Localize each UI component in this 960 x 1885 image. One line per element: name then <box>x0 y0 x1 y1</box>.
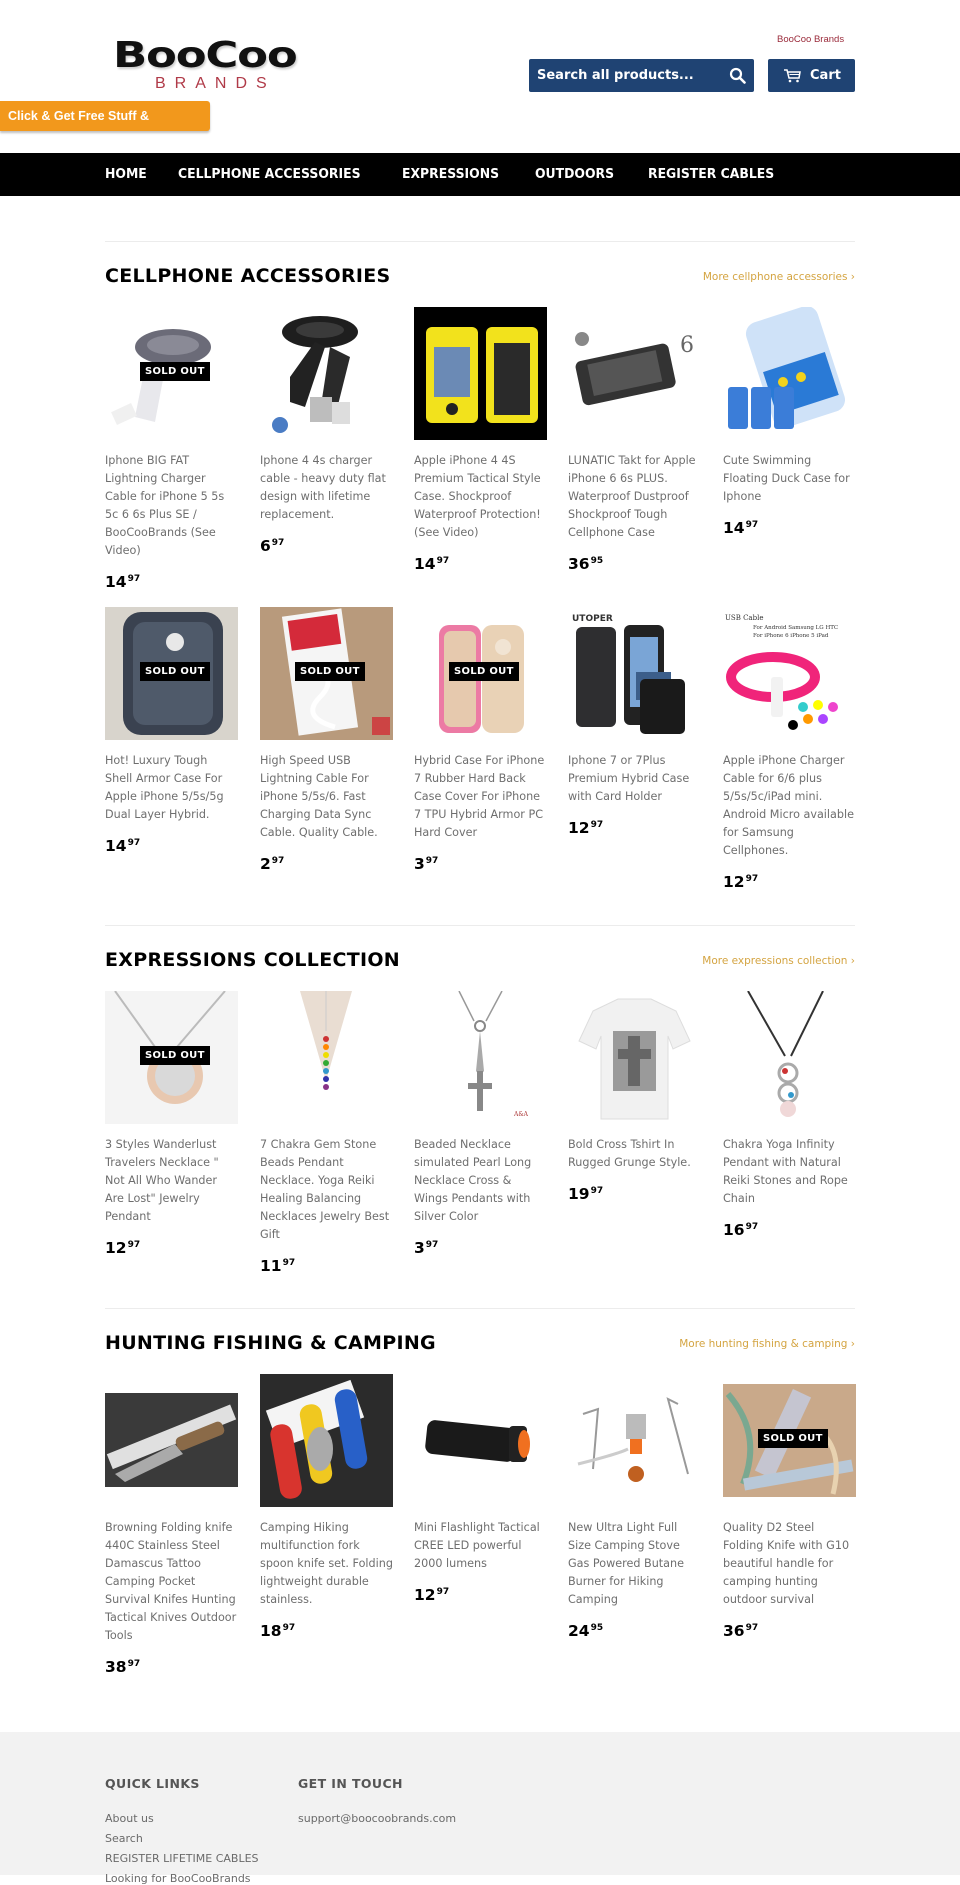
product-image <box>260 307 393 440</box>
logo[interactable] <box>113 35 328 92</box>
product-price: $14^{97}$ <box>414 555 450 573</box>
get-in-touch-heading: GET IN TOUCH <box>298 1776 403 1791</box>
product-price: $6^{97}$ <box>260 537 285 555</box>
product-price: $19^{97}$ <box>568 1185 604 1203</box>
nav-item-expressions[interactable]: EXPRESSIONS <box>402 166 500 182</box>
product-image <box>723 991 856 1124</box>
product-image <box>105 607 238 740</box>
nav-item-home[interactable]: HOME <box>105 166 147 182</box>
brand-link[interactable]: BooCoo Brands <box>777 34 845 45</box>
section-title-cellphone: CELLPHONE ACCESSORIES <box>105 265 391 287</box>
product-image <box>568 607 701 740</box>
product-price: $14^{97}$ <box>105 837 141 855</box>
section-divider <box>105 1308 855 1309</box>
svg-text:For iPhone 6 iPhone 5 iPad: For iPhone 6 iPhone 5 iPad <box>753 633 829 639</box>
product-title: Iphone BIG FAT Lightning Charger Cable for iPhone 5 5s 5c 6 6s Plus SE / BooCooBrands (See Video) <box>105 454 225 557</box>
product-price: $18^{97}$ <box>260 1622 296 1640</box>
cart-button[interactable] <box>768 59 855 92</box>
product-image <box>723 607 856 740</box>
product-card[interactable] <box>723 307 856 537</box>
product-title: LUNATIC Takt for Apple iPhone 6 6s PLUS. Waterproof Dustproof Shockproof Tough Cellphone Case <box>568 454 696 539</box>
section-title-expressions: EXPRESSIONS COLLECTION <box>105 949 401 971</box>
nav-item-outdoors[interactable]: OUTDOORS <box>535 166 615 182</box>
product-title: Browning Folding knife 440C Stainless Steel Damascus Tattoo Camping Pocket Survival Knifes Hunting Tactical Knives Outdoor Tools <box>105 1521 237 1642</box>
product-card[interactable] <box>260 607 393 873</box>
product-image <box>414 1374 547 1507</box>
product-title: New Ultra Light Full Size Camping Stove Gas Powered Butane Burner for Hiking Camping <box>568 1521 685 1606</box>
product-title: Hot! Luxury Tough Shell Armor Case For Apple iPhone 5/5s/5g Dual Layer Hybrid. <box>105 754 224 821</box>
product-title: Apple iPhone Charger Cable for 6/6 plus 5/5s/5c/iPad mini. Android Micro available for Samsung Cellphones. <box>723 754 854 857</box>
product-image <box>260 1374 393 1507</box>
cart-icon <box>784 69 801 83</box>
sold-out-badge: SOLD OUT <box>758 1429 828 1448</box>
nav-item-register-cables[interactable]: REGISTER CABLES <box>648 166 775 182</box>
more-hunting-link[interactable]: More hunting fishing & camping › <box>679 1338 855 1350</box>
product-price: $2^{97}$ <box>260 855 285 873</box>
product-image <box>260 991 393 1124</box>
product-image <box>568 991 701 1124</box>
product-price: $36^{95}$ <box>568 555 604 573</box>
product-price: $3^{97}$ <box>414 1239 439 1257</box>
search-icon[interactable] <box>729 67 746 84</box>
product-card[interactable] <box>414 307 547 573</box>
product-card[interactable] <box>723 1374 856 1640</box>
search-input[interactable] <box>529 59 719 92</box>
product-title: Beaded Necklace simulated Pearl Long Necklace Cross & Wings Pendants with Silver Color <box>414 1138 532 1223</box>
footer-link-about[interactable]: About us <box>105 1812 154 1825</box>
svg-text:For Android Samsung LG HTC: For Android Samsung LG HTC <box>753 625 839 631</box>
product-card[interactable] <box>568 991 701 1203</box>
svg-text:6: 6 <box>680 333 694 358</box>
sold-out-badge: SOLD OUT <box>449 662 519 681</box>
more-cellphone-link[interactable]: More cellphone accessories › <box>702 271 855 283</box>
product-price: $12^{97}$ <box>414 1586 450 1604</box>
product-price: $14^{97}$ <box>105 573 141 591</box>
product-image <box>105 991 238 1124</box>
product-card[interactable] <box>414 1374 547 1604</box>
sold-out-badge: SOLD OUT <box>140 662 210 681</box>
product-card[interactable] <box>260 1374 393 1640</box>
product-card[interactable] <box>723 991 856 1239</box>
product-card[interactable] <box>568 307 701 573</box>
product-price: $16^{97}$ <box>723 1221 759 1239</box>
search-form <box>529 59 754 92</box>
product-title: Cute Swimming Floating Duck Case for Iphone <box>723 454 850 503</box>
product-title: Camping Hiking multifunction fork spoon knife set. Folding lightweight durable stainless. <box>260 1521 393 1606</box>
product-image <box>568 1374 701 1507</box>
product-image <box>414 307 547 440</box>
product-price: $36^{97}$ <box>723 1622 759 1640</box>
product-title: Hybrid Case For iPhone 7 Rubber Hard Back Case Cover For iPhone 7 TPU Hybrid Armor PC Hard Cover <box>414 754 545 839</box>
product-card[interactable] <box>414 991 547 1257</box>
product-price: $12^{97}$ <box>568 819 604 837</box>
product-card[interactable] <box>105 1374 238 1676</box>
product-card[interactable] <box>260 991 393 1275</box>
product-price: $12^{97}$ <box>105 1239 141 1257</box>
product-image <box>414 607 547 740</box>
product-price: $24^{95}$ <box>568 1622 604 1640</box>
svg-text:UTOPER: UTOPER <box>572 614 613 624</box>
cart-label: Cart <box>810 68 841 83</box>
section-divider <box>105 241 855 242</box>
sold-out-badge: SOLD OUT <box>140 362 210 381</box>
product-price: $14^{97}$ <box>723 519 759 537</box>
footer-link-search[interactable]: Search <box>105 1832 143 1845</box>
product-title: Chakra Yoga Infinity Pendant with Natural Reiki Stones and Rope Chain <box>723 1138 848 1205</box>
product-title: High Speed USB Lightning Cable For iPhone 5/5s/6. Fast Charging Data Sync Cable. Quality Cable. <box>260 754 378 839</box>
product-image <box>105 307 238 440</box>
product-image <box>723 307 856 440</box>
product-title: Iphone 4 4s charger cable - heavy duty flat design with lifetime replacement. <box>260 454 386 521</box>
product-card[interactable] <box>568 607 701 837</box>
product-image <box>105 1374 238 1507</box>
product-title: 3 Styles Wanderlust Travelers Necklace " Not All Who Wander Are Lost" Jewelry Pendant <box>105 1138 219 1223</box>
more-expressions-link[interactable]: More expressions collection › <box>702 955 855 967</box>
product-price: $3^{97}$ <box>414 855 439 873</box>
product-card[interactable] <box>105 607 238 855</box>
logo-wordmark: BooCoo <box>113 35 297 76</box>
product-title: 7 Chakra Gem Stone Beads Pendant Necklace. Yoga Reiki Healing Balancing Necklaces Jewelry Best Gift <box>260 1138 390 1241</box>
product-title: Bold Cross Tshirt In Rugged Grunge Style. <box>568 1138 691 1169</box>
logo-subtitle: BRANDS <box>155 75 276 92</box>
main-nav <box>0 153 960 196</box>
footer-link-register-cables[interactable]: REGISTER LIFETIME CABLES <box>105 1852 259 1865</box>
product-card[interactable] <box>568 1374 701 1640</box>
product-card[interactable] <box>105 991 238 1257</box>
footer-link-looking-for[interactable]: Looking for BooCooBrands <box>105 1872 251 1885</box>
section-divider <box>105 925 855 926</box>
product-title: Mini Flashlight Tactical CREE LED powerful 2000 lumens <box>414 1521 540 1570</box>
product-price: $11^{97}$ <box>260 1257 296 1275</box>
site-footer <box>0 1732 960 1885</box>
svg-text:USB Cable: USB Cable <box>725 614 764 622</box>
section-title-hunting: HUNTING FISHING & CAMPING <box>105 1332 436 1354</box>
product-image <box>723 1374 856 1507</box>
product-card[interactable] <box>260 307 393 555</box>
product-image <box>414 991 547 1124</box>
product-title: Apple iPhone 4 4S Premium Tactical Style Case. Shockproof Waterproof Protection! (See Video) <box>414 454 541 539</box>
sold-out-badge: SOLD OUT <box>140 1046 210 1065</box>
product-image <box>260 607 393 740</box>
product-price: $12^{97}$ <box>723 873 759 891</box>
product-title: Iphone 7 or 7Plus Premium Hybrid Case with Card Holder <box>568 754 690 803</box>
product-image <box>568 307 701 440</box>
nav-item-cellphone-accessories[interactable]: CELLPHONE ACCESSORIES <box>178 166 361 182</box>
sold-out-badge: SOLD OUT <box>295 662 365 681</box>
site-header <box>0 0 960 153</box>
support-email-link[interactable]: support@boocoobrands.com <box>298 1812 457 1825</box>
free-stuff-promo-button[interactable]: Click & Get Free Stuff & Discounts <box>0 101 210 131</box>
product-card[interactable] <box>414 607 547 873</box>
product-price: $38^{97}$ <box>105 1658 141 1676</box>
svg-text:A&A: A&A <box>514 1111 529 1118</box>
product-card[interactable] <box>105 307 238 591</box>
product-card[interactable] <box>723 607 856 891</box>
product-title: Quality D2 Steel Folding Knife with G10 beautiful handle for camping hunting outdoor survival <box>723 1521 850 1606</box>
quick-links-heading: QUICK LINKS <box>105 1776 200 1791</box>
